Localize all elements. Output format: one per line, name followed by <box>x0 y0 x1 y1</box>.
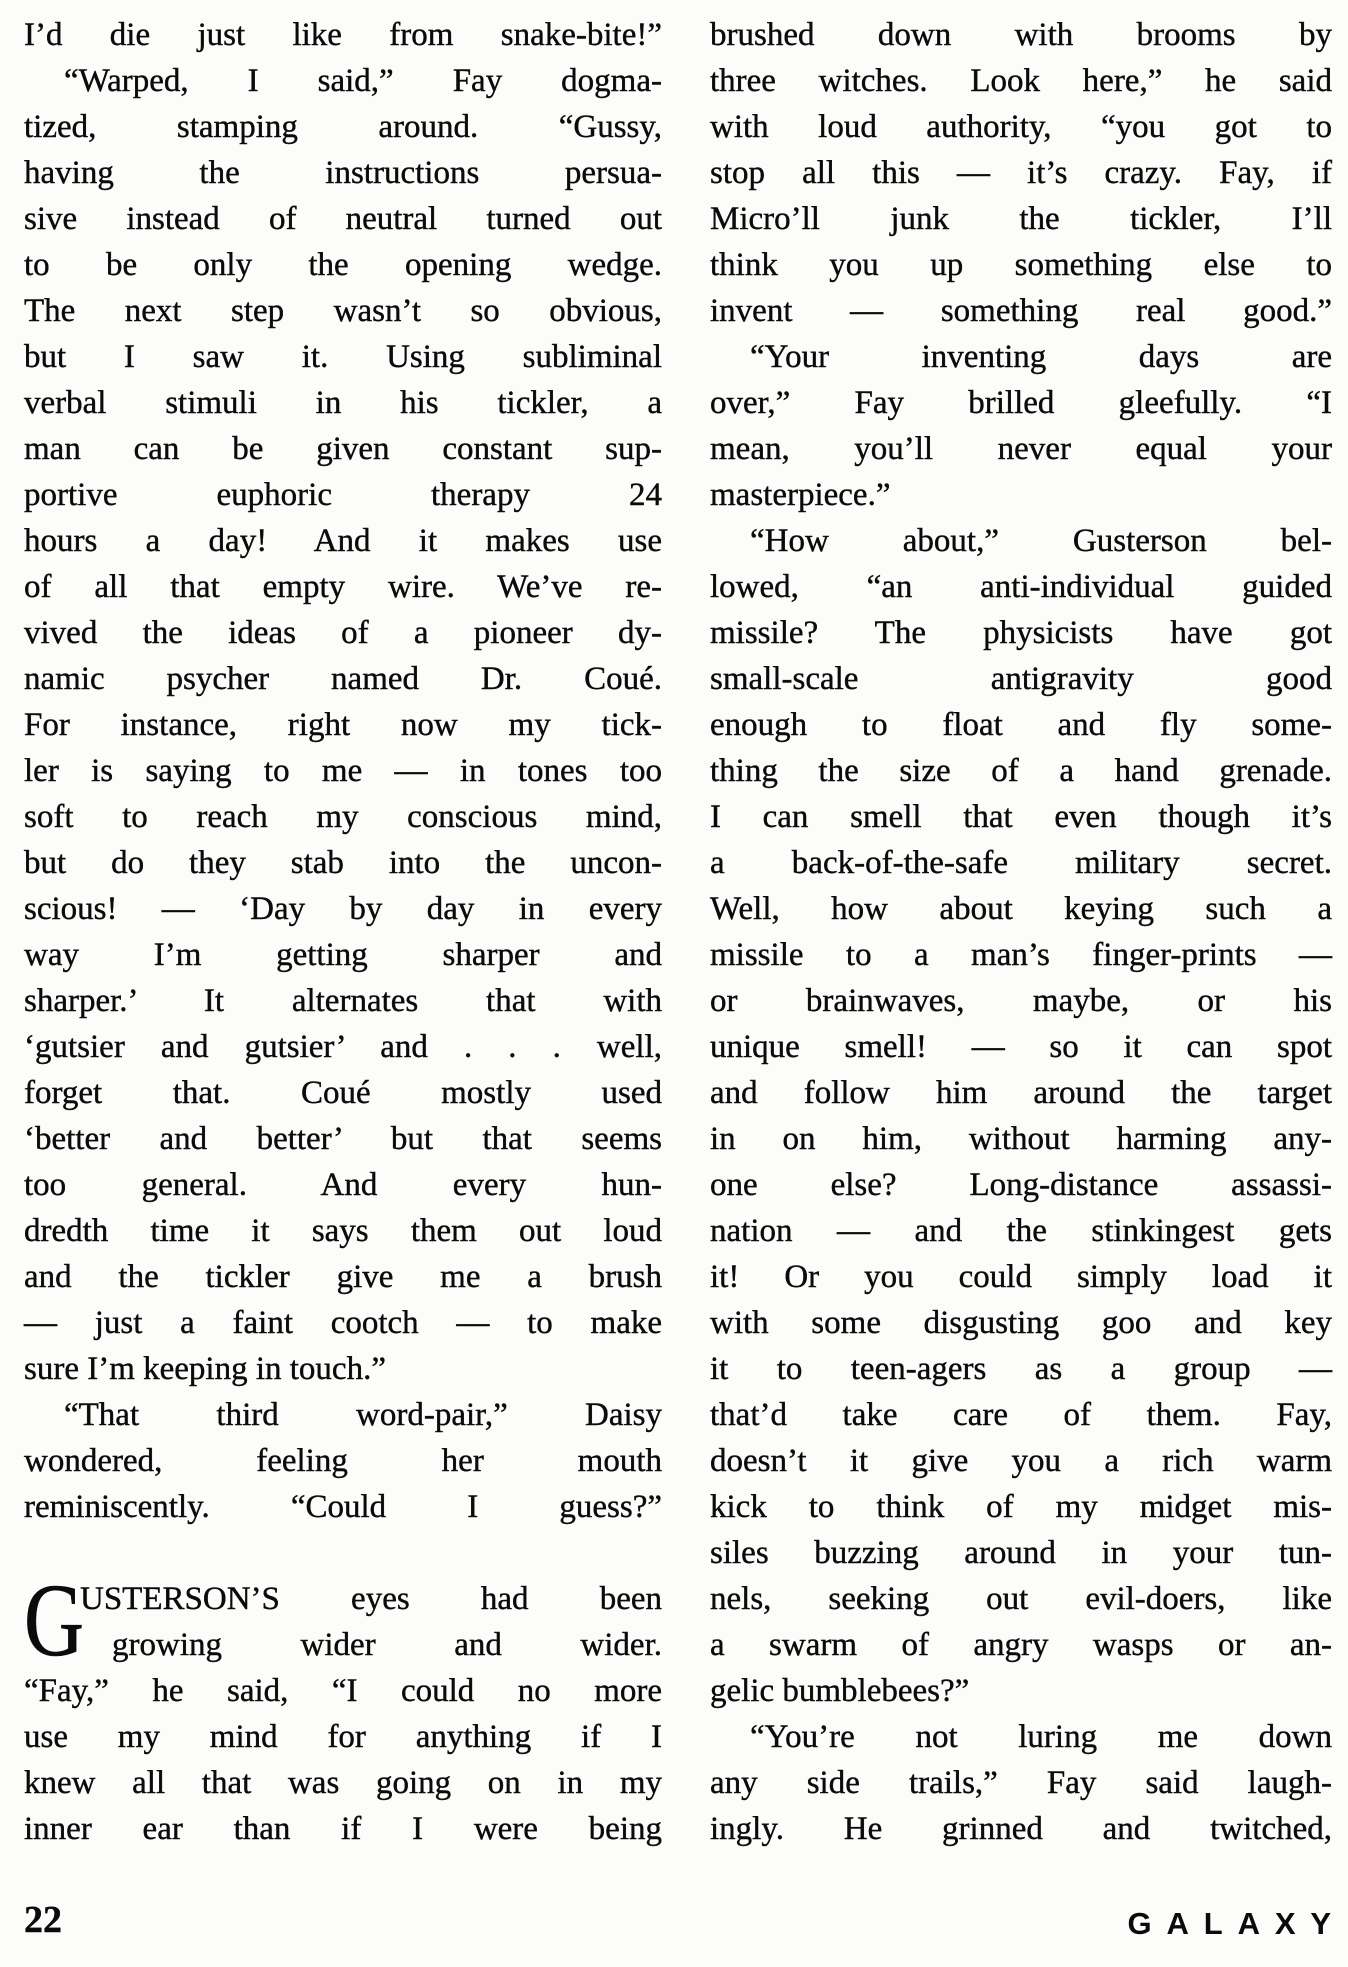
text-line: masterpiece.” <box>710 477 891 513</box>
text-line: knew all that was going on in my <box>24 1765 662 1801</box>
text-line: nation — and the stinkingest gets <box>710 1213 1332 1249</box>
text-line: a swarm of angry wasps or an- <box>710 1627 1332 1663</box>
text-line: portive euphoric therapy 24 <box>24 477 662 513</box>
drop-cap-letter: G <box>24 1563 85 1678</box>
magazine-title: GALAXY <box>1127 1906 1346 1941</box>
text-line: USTERSON’S eyes had been <box>80 1581 662 1617</box>
page-number: 22 <box>24 1899 62 1941</box>
text-line: mean, you’ll never equal your <box>710 431 1332 467</box>
paragraph <box>24 12 662 58</box>
text-line: but I saw it. Using subliminal <box>24 339 662 375</box>
text-line: “Your inventing days are <box>750 339 1332 375</box>
text-line: a back-of-the-safe military secret. <box>710 845 1332 881</box>
text-line: to be only the opening wedge. <box>24 247 662 283</box>
text-line: way I’m getting sharper and <box>24 937 662 973</box>
text-line: sharper.’ It alternates that with <box>24 983 662 1019</box>
text-line: “Fay,” he said, “I could no more <box>24 1673 662 1709</box>
text-line: three witches. Look here,” he said <box>710 63 1332 99</box>
text-line: wondered, feeling her mouth <box>24 1443 662 1479</box>
text-line: I’d die just like from snake-bite!” <box>24 17 662 53</box>
text-line: man can be given constant sup- <box>24 431 662 467</box>
text-line: thing the size of a hand grenade. <box>710 753 1332 789</box>
text-line: nels, seeking out evil-doers, like <box>710 1581 1332 1617</box>
text-line: think you up something else to <box>710 247 1332 283</box>
text-line: “Warped, I said,” Fay dogma- <box>64 63 662 99</box>
text-line: ingly. He grinned and twitched, <box>710 1811 1332 1847</box>
text-line: “That third word-pair,” Daisy <box>64 1397 662 1433</box>
text-line: of all that empty wire. We’ve re- <box>24 569 662 605</box>
text-line: ‘gutsier and gutsier’ and . . . well, <box>24 1029 662 1065</box>
right-text-column <box>710 12 1332 1852</box>
text-line: gelic bumblebees?” <box>710 1673 970 1709</box>
text-line: dredth time it says them out loud <box>24 1213 662 1249</box>
text-line: brushed down with brooms by <box>710 17 1332 53</box>
text-line: with some disgusting goo and key <box>710 1305 1332 1341</box>
text-line: kick to think of my midget mis- <box>710 1489 1332 1525</box>
text-line: ler is saying to me — in tones too <box>24 753 662 789</box>
text-line: Well, how about keying such a <box>710 891 1332 927</box>
paragraph <box>710 1714 1332 1852</box>
paragraph <box>710 334 1332 518</box>
text-line: having the instructions persua- <box>24 155 662 191</box>
text-line: verbal stimuli in his tickler, a <box>24 385 662 421</box>
text-line: scious! — ‘Day by day in every <box>24 891 662 927</box>
text-line: that’d take care of them. Fay, <box>710 1397 1332 1433</box>
text-line: inner ear than if I were being <box>24 1811 662 1847</box>
text-line: Micro’ll junk the tickler, I’ll <box>710 201 1332 237</box>
text-line: too general. And every hun- <box>24 1167 662 1203</box>
text-line: vived the ideas of a pioneer dy- <box>24 615 662 651</box>
text-line: it to teen-agers as a group — <box>710 1351 1332 1387</box>
text-line: namic psycher named Dr. Coué. <box>24 661 662 697</box>
text-line: missile? The physicists have got <box>710 615 1332 651</box>
text-line: ‘better and better’ but that seems <box>24 1121 662 1157</box>
text-line: I can smell that even though it’s <box>710 799 1332 835</box>
text-line: and the tickler give me a brush <box>24 1259 662 1295</box>
text-line: with loud authority, “you got to <box>710 109 1332 145</box>
text-line: stop all this — it’s crazy. Fay, if <box>710 155 1332 191</box>
paragraph <box>710 518 1332 1714</box>
text-line: in on him, without harming any- <box>710 1121 1332 1157</box>
text-line: any side trails,” Fay said laugh- <box>710 1765 1332 1801</box>
text-line: missile to a man’s finger-prints — <box>710 937 1332 973</box>
paragraph <box>710 12 1332 334</box>
text-line: unique smell! — so it can spot <box>710 1029 1332 1065</box>
paragraph-dropcap <box>24 1563 662 1852</box>
text-line: hours a day! And it makes use <box>24 523 662 559</box>
text-line: For instance, right now my tick- <box>24 707 662 743</box>
text-line: — just a faint cootch — to make <box>24 1305 662 1341</box>
text-line: doesn’t it give you a rich warm <box>710 1443 1332 1479</box>
text-line: growing wider and wider. <box>112 1627 662 1663</box>
text-line: invent — something real good.” <box>710 293 1332 329</box>
text-line: and follow him around the target <box>710 1075 1332 1111</box>
text-line: reminiscently. “Could I guess?” <box>24 1489 662 1525</box>
text-line: use my mind for anything if I <box>24 1719 662 1755</box>
text-line: siles buzzing around in your tun- <box>710 1535 1332 1571</box>
text-line: forget that. Coué mostly used <box>24 1075 662 1111</box>
text-line: over,” Fay brilled gleefully. “I <box>710 385 1332 421</box>
text-line: “You’re not luring me down <box>750 1719 1332 1755</box>
text-line: it! Or you could simply load it <box>710 1259 1332 1295</box>
text-line: one else? Long-distance assassi- <box>710 1167 1332 1203</box>
text-line: small-scale antigravity good <box>710 661 1332 697</box>
left-text-column <box>24 12 662 1852</box>
text-line: “How about,” Gusterson bel- <box>750 523 1332 559</box>
text-line: but do they stab into the uncon- <box>24 845 662 881</box>
text-line: soft to reach my conscious mind, <box>24 799 662 835</box>
paragraph <box>24 1392 662 1530</box>
text-line: enough to float and fly some- <box>710 707 1332 743</box>
text-line: lowed, “an anti-individual guided <box>710 569 1332 605</box>
text-line: sive instead of neutral turned out <box>24 201 662 237</box>
paragraph <box>24 58 662 1392</box>
text-line: tized, stamping around. “Gussy, <box>24 109 662 145</box>
text-line: or brainwaves, maybe, or his <box>710 983 1332 1019</box>
text-line: The next step wasn’t so obvious, <box>24 293 662 329</box>
text-line: sure I’m keeping in touch.” <box>24 1351 386 1387</box>
